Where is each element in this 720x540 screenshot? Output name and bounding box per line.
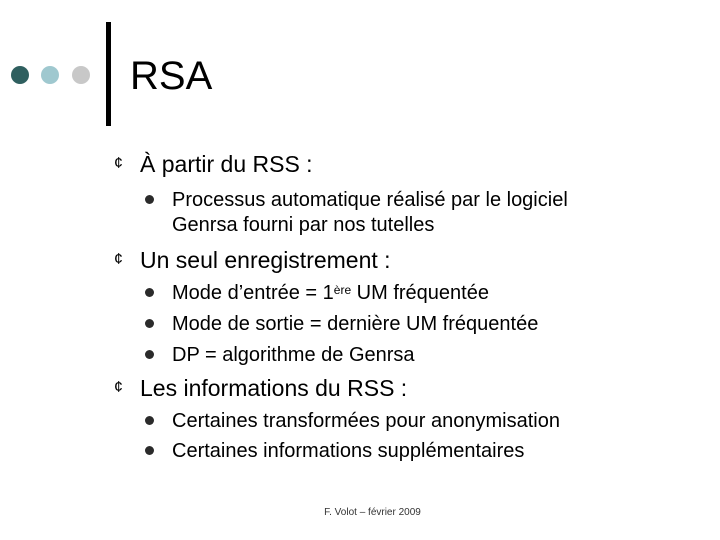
bullet-section-1-label: À partir du RSS : — [140, 151, 313, 177]
hollow-circle-bullet-icon: ¢ — [114, 155, 123, 172]
sub-bullet-text: Processus automatique réalisé par le logiciel — [172, 189, 568, 211]
sub-bullet-text: Genrsa fourni par nos tutelles — [172, 214, 435, 236]
slide-footer: F. Volot – février 2009 — [324, 507, 421, 518]
filled-dot-bullet-icon — [145, 288, 154, 297]
filled-dot-bullet-icon — [145, 195, 154, 204]
sub-bullet-text: Certaines informations supplémentaires — [172, 440, 525, 462]
light-blue-dot-icon — [41, 66, 59, 84]
superscript: ère — [333, 283, 352, 297]
slide-title: RSA — [130, 54, 213, 98]
sub-bullet-text: DP = algorithme de Genrsa — [172, 344, 415, 366]
bullet-section-2-label: Un seul enregistrement : — [140, 247, 391, 273]
sub-bullet-text-before: Mode d’entrée = 1 — [172, 282, 334, 304]
hollow-circle-bullet-icon: ¢ — [114, 251, 123, 268]
filled-dot-bullet-icon — [145, 350, 154, 359]
hollow-circle-bullet-icon: ¢ — [114, 379, 123, 396]
title-divider — [106, 22, 111, 126]
bullet-section-3-label: Les informations du RSS : — [140, 375, 408, 401]
filled-dot-bullet-icon — [145, 416, 154, 425]
gray-dot-icon — [72, 66, 90, 84]
dark-dot-icon — [11, 66, 29, 84]
sub-bullet-text-after: UM fréquentée — [351, 282, 489, 304]
filled-dot-bullet-icon — [145, 446, 154, 455]
sub-bullet-text: Certaines transformées pour anonymisation — [172, 410, 560, 432]
filled-dot-bullet-icon — [145, 319, 154, 328]
sub-bullet-text: Mode de sortie = dernière UM fréquentée — [172, 313, 539, 335]
sub-bullet-text — [172, 281, 489, 306]
